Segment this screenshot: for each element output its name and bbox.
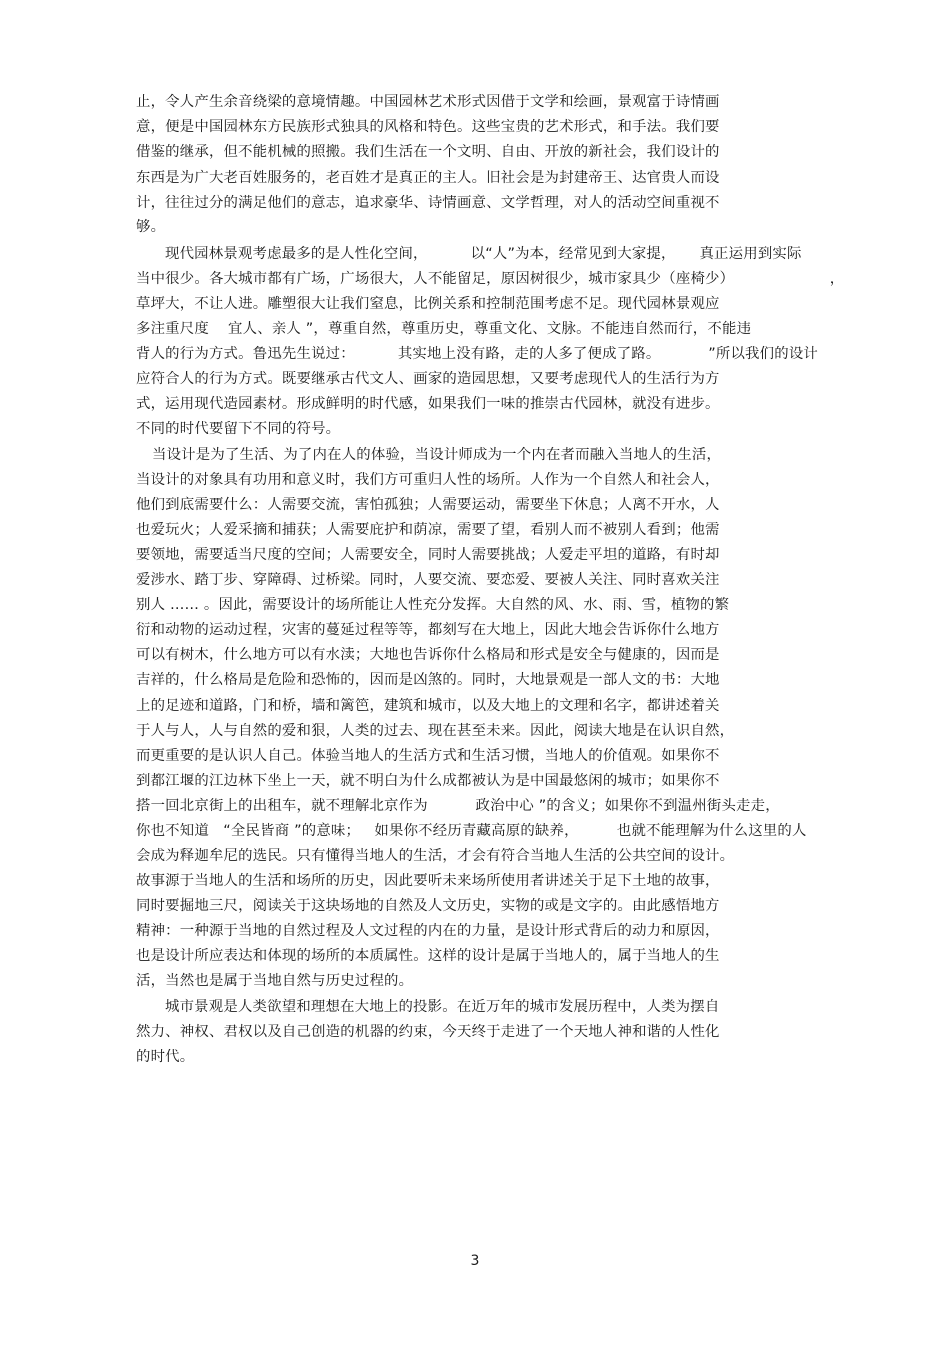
- text-line: 要领地，需要适当尺度的空间；人需要安全，同时人需要挑战；人爱走平坦的道路，有时却: [136, 547, 720, 563]
- text-line: 意，便是中国园林东方民族形式独具的风格和特色。这些宝贵的艺术形式，和手法。我们要: [136, 119, 720, 135]
- text-line: 够。: [136, 219, 166, 235]
- text-line: 然力、神权、君权以及自己创造的机器的约束，今天终于走进了一个天地人神和谐的人性化: [136, 1024, 720, 1040]
- text-line: 于人与人，人与自然的爱和狠，人类的过去、现在甚至未来。因此，阅读大地是在认识自然，: [136, 723, 735, 739]
- text-line: 计，往往过分的满足他们的意志，追求豪华、诗情画意、文学哲理，对人的活动空间重视不: [136, 195, 720, 211]
- text-line: 你也不知道 “全民皆商 ”的意味； 如果你不经历青藏高原的缺养， 也就不能理解为什么这里的人: [136, 823, 807, 839]
- text-line: 当中很少。各大城市都有广场，广场很大，人不能留足，原因树很少，城市家具少（座椅少） ，: [136, 271, 845, 287]
- text-line: 上的足迹和道路，门和桥，墙和篱笆，建筑和城市，以及大地上的文理和名字，都讲述着关: [136, 698, 720, 714]
- text-line: 的时代。: [136, 1049, 195, 1065]
- text-line: 东西是为广大老百姓服务的，老百姓才是真正的主人。旧社会是为封建帝王、达官贵人而设: [136, 170, 720, 186]
- text-line: 搭一回北京街上的出租车，就不理解北京作为 政治中心 ”的含义；如果你不到温州街头走走，: [136, 798, 780, 814]
- text-line: 可以有树木，什么地方可以有水渎；大地也告诉你什么格局和形式是安全与健康的，因而是: [136, 647, 720, 663]
- text-line: 爱涉水、踏丁步、穿障碍、过桥梁。同时，人要交流、要恋爱、要被人关注、同时喜欢关注: [136, 572, 720, 588]
- text-line: 别人 …… 。因此，需要设计的场所能让人性充分发挥。大自然的风、水、雨、雪，植物的繁: [136, 597, 730, 613]
- text-line: 当设计是为了生活、为了内在人的体验，当设计师成为一个内在者而融入当地人的生活，: [152, 447, 722, 463]
- page-number: 3: [470, 1253, 480, 1269]
- text-line: 当设计的对象具有功用和意义时，我们方可重归人性的场所。人作为一个自然人和社会人，: [136, 472, 720, 488]
- text-line: 同时要掘地三尺，阅读关于这块场地的自然及人文历史，实物的或是文字的。由此感悟地方: [136, 898, 720, 914]
- text-line: 吉祥的，什么格局是危险和恐怖的，因而是凶煞的。同时，大地景观是一部人文的书：大地: [136, 672, 720, 688]
- text-line: 不同的时代要留下不同的符号。: [136, 421, 341, 437]
- text-line: 止，令人产生余音绕梁的意境情趣。中国园林艺术形式因借于文学和绘画，景观富于诗情画: [136, 94, 720, 110]
- text-line: 也爱玩火；人爱采摘和捕获；人需要庇护和荫凉，需要了望，看别人而不被别人看到；他需: [136, 522, 720, 538]
- text-line: 衍和动物的运动过程，灾害的蔓延过程等等，都刻写在大地上，因此大地会告诉你什么地方: [136, 622, 720, 638]
- text-line: 草坪大，不让人进。雕塑很大让我们窒息，比例关系和控制范围考虑不足。现代园林景观应: [136, 296, 720, 312]
- text-line: 式，运用现代造园素材。形成鲜明的时代感，如果我们一味的推崇古代园林，就没有进步。: [136, 396, 720, 412]
- text-line: 现代园林景观考虑最多的是人性化空间， 以“人”为本，经常见到大家提， 真正运用到实际: [165, 246, 802, 262]
- text-line: 故事源于当地人的生活和场所的历史，因此要听未来场所使用者讲述关于足下土地的故事，: [136, 873, 720, 889]
- text-line: 精神：一种源于当地的自然过程及人文过程的内在的力量，是设计形式背后的动力和原因，: [136, 923, 720, 939]
- text-line: 也是设计所应表达和体现的场所的本质属性。这样的设计是属于当地人的，属于当地人的生: [136, 948, 720, 964]
- text-line: 而更重要的是认识人自己。体验当地人的生活方式和生活习惯，当地人的价值观。如果你不: [136, 748, 720, 764]
- text-line: 城市景观是人类欲望和理想在大地上的投影。在近万年的城市发展历程中，人类为摆自: [165, 999, 720, 1015]
- text-line: 应符合人的行为方式。既要继承古代文人、画家的造园思想，又要考虑现代人的生活行为方: [136, 371, 720, 387]
- text-line: 多注重尺度 宜人、亲人 ”，尊重自然，尊重历史，尊重文化、文脉。不能违自然而行，不能违: [136, 321, 752, 337]
- text-line: 到都江堰的江边林下坐上一天，就不明白为什么成都被认为是中国最悠闲的城市；如果你不: [136, 773, 720, 789]
- text-line: 活，当然也是属于当地自然与历史过程的。: [136, 973, 414, 989]
- text-line: 借鉴的继承，但不能机械的照搬。我们生活在一个文明、自由、开放的新社会，我们设计的: [136, 144, 720, 160]
- text-line: 他们到底需要什么：人需要交流，害怕孤独；人需要运动，需要坐下休息；人离不开水，人: [136, 497, 720, 513]
- text-line: 背人的行为方式。鲁迅先生说过： 其实地上没有路，走的人多了便成了路。 ”所以我们的设计: [136, 346, 818, 362]
- text-line: 会成为释迦牟尼的选民。只有懂得当地人的生活，才会有符合当地人生活的公共空间的设计。: [136, 848, 735, 864]
